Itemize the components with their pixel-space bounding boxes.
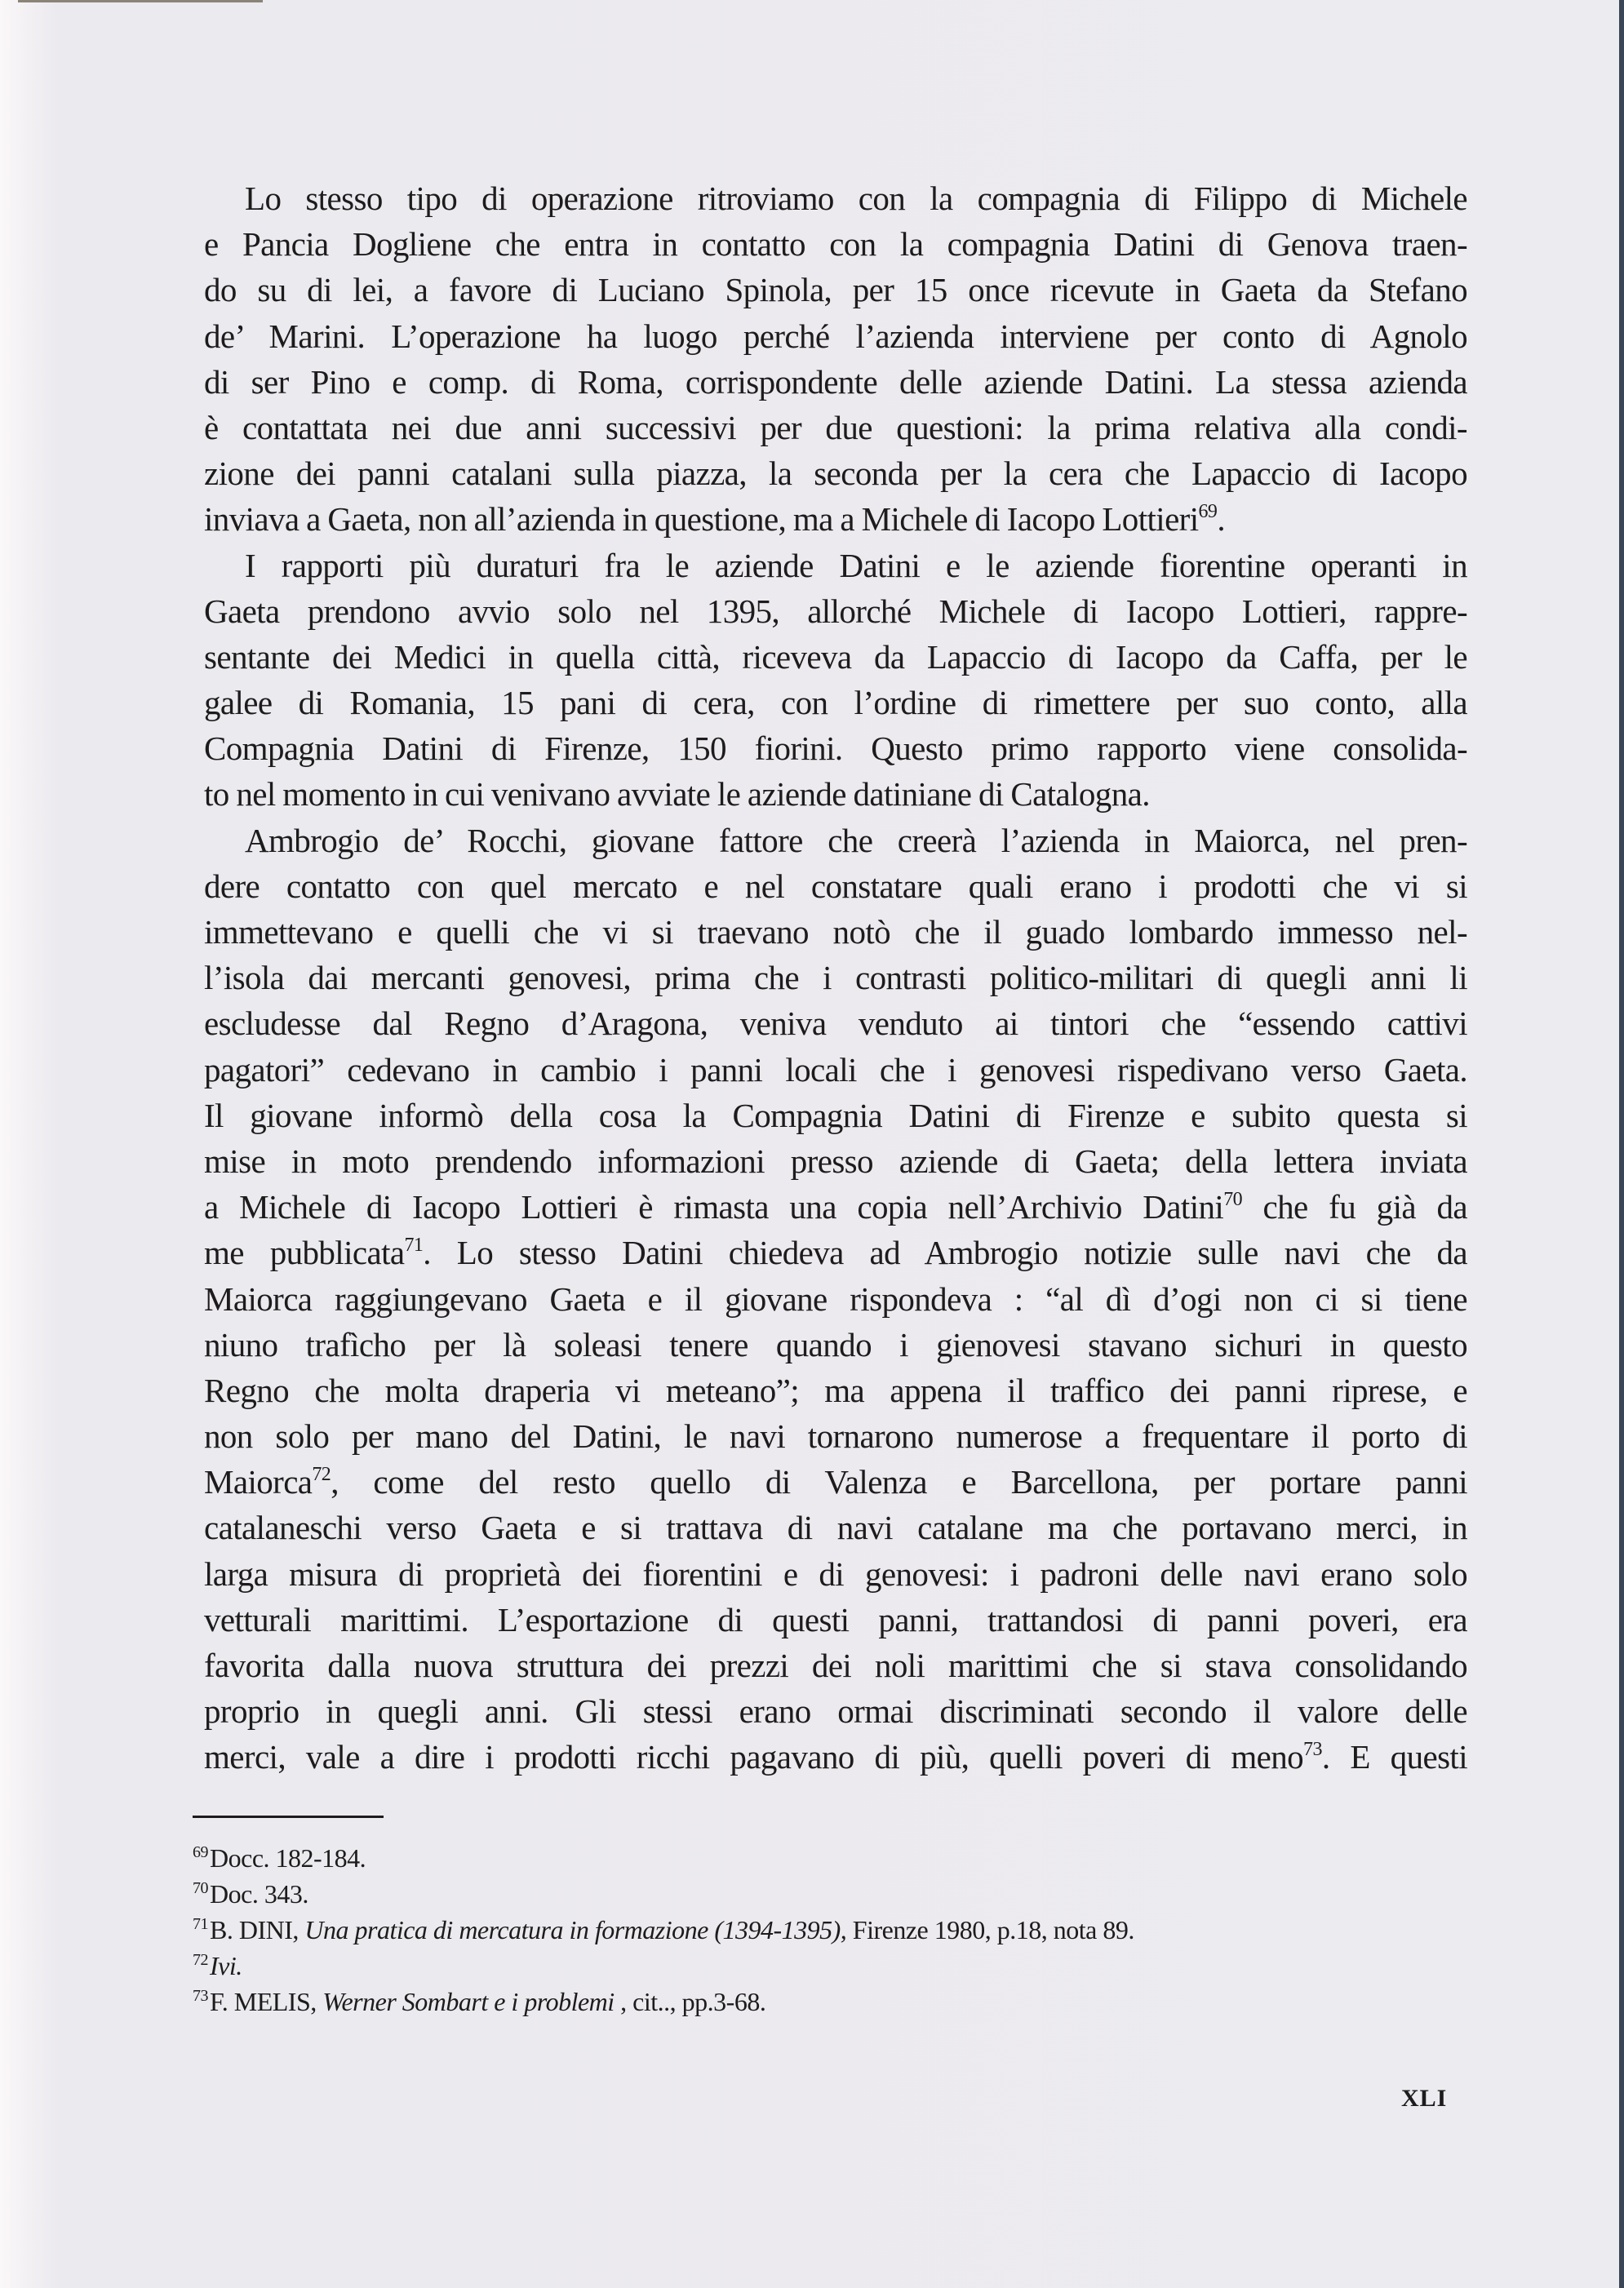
text-line: [204, 1734, 1467, 1780]
text-line: Maiorca raggiungevano Gaeta e il giovane rispondeva : “al dì d’ogi non ci si tiene: [204, 1279, 1467, 1318]
text-line: Regno che molta draperia vi meteano”; ma appena il traffico dei panni riprese, e: [204, 1371, 1467, 1409]
text-line: mise in moto prendendo informazioni presso aziende di Gaeta; della lettera inviata: [204, 1142, 1467, 1180]
text-line: favorita dalla nuova struttura dei prezzi dei noli marittimi che si stava consolidando: [204, 1647, 1467, 1684]
text-line: [204, 496, 1467, 542]
text-fragment: , come del resto quello di Valenza e Barcellona, per portare panni: [331, 1463, 1467, 1501]
text-fragment: inviava a Gaeta, non all’azienda in questione, ma a Michele di Iacopo Lottieri: [204, 500, 1199, 539]
footnote-70: [193, 1876, 1335, 1912]
footnote-ref-72[interactable]: 72: [312, 1464, 331, 1486]
text-line: [204, 1184, 1467, 1230]
footnote-title: Una pratica di mercatura in formazione (1394-1395),: [304, 1915, 847, 1944]
text-line: galee di Romania, 15 pani di cera, con l’ordine di rimettere per suo conto, alla: [204, 684, 1467, 722]
footnote-73: [193, 1984, 1335, 2020]
text-fragment: . Lo stesso Datini chiedeva ad Ambrogio notizie sulle navi che da: [423, 1234, 1467, 1272]
text-line: larga misura di proprietà dei fiorentini e di genovesi: i padroni delle navi erano solo: [204, 1554, 1467, 1593]
footnote-separator: [193, 1816, 384, 1818]
footnote-number: 72: [193, 1951, 208, 1969]
text-fragment: . E questi: [1321, 1738, 1468, 1776]
page-number: XLI: [1401, 2085, 1448, 2112]
text-fragment: .: [1217, 500, 1225, 539]
footnote-ref-69[interactable]: 69: [1198, 501, 1218, 523]
text-fragment: che fu già da: [1242, 1188, 1468, 1226]
footnote-71: [193, 1912, 1335, 1948]
scan-edge-artifact: [18, 0, 263, 2]
footnote-citation: , cit.., pp.3-68.: [614, 1987, 766, 2016]
footnote-ref-73[interactable]: 73: [1303, 1739, 1322, 1761]
footnote-title: Ivi.: [210, 1951, 242, 1980]
text-line: proprio in quegli anni. Gli stessi erano ormai discriminati secondo il valore delle: [204, 1692, 1467, 1731]
footnote-text: Docc. 182-184.: [210, 1843, 366, 1873]
footnote-author: F. MELIS,: [210, 1987, 323, 2016]
text-line: l’isola dai mercanti genovesi, prima che i contrasti politico-militari di quegli anni li: [204, 959, 1467, 997]
text-line: pagatori” cedevano in cambio i panni locali che i genovesi rispedivano verso Gaeta.: [204, 1050, 1467, 1089]
text-line: niuno trafìcho per là soleasi tenere quando i gienovesi stavano sichuri in questo: [204, 1325, 1467, 1363]
scan-right-border: [1619, 0, 1624, 2288]
footnote-number: 70: [193, 1879, 208, 1897]
text-line: è contattata nei due anni successivi per due questioni: la prima relativa alla condi-: [204, 408, 1467, 446]
text-line: catalaneschi verso Gaeta e si trattava di navi catalane ma che portavano merci, in: [204, 1509, 1467, 1547]
text-fragment: a Michele di Iacopo Lottieri è rimasta una copia nell’Archivio Datini: [204, 1188, 1224, 1226]
text-fragment: Maiorca: [204, 1463, 313, 1501]
text-line: sentante dei Medici in quella città, riceveva da Lapaccio di Iacopo da Caffa, per le: [204, 637, 1467, 676]
footnote-title: Werner Sombart e i problemi: [322, 1987, 615, 2016]
text-line: de’ Marini. L’operazione ha luogo perché l’azienda interviene per conto di Agnolo: [204, 317, 1467, 355]
footnote-69: [193, 1840, 1335, 1876]
text-line: e Pancia Dogliene che entra in contatto con la compagnia Datini di Genova traen-: [204, 225, 1467, 264]
text-line: di ser Pino e comp. di Roma, corrispondente delle aziende Datini. La stessa azienda: [204, 362, 1467, 401]
text-line: Il giovane informò della cosa la Compagnia Datini di Firenze e subito questa si: [204, 1096, 1467, 1134]
text-line: dere contatto con quel mercato e nel constatare quali erano i prodotti che vi si: [204, 867, 1467, 905]
footnote-citation: Firenze 1980, p.18, nota 89.: [846, 1915, 1134, 1944]
footnote-number: 71: [193, 1915, 208, 1933]
body-text: [204, 175, 1467, 1780]
text-line: zione dei panni catalani sulla piazza, la seconda per la cera che Lapaccio di Iacopo: [204, 454, 1467, 493]
footnote-text: Doc. 343.: [210, 1879, 308, 1909]
text-line: do su di lei, a favore di Luciano Spinola, per 15 once ricevute in Gaeta da Stefano: [204, 271, 1467, 309]
footnote-number: 69: [193, 1843, 208, 1861]
text-line: Gaeta prendono avvio solo nel 1395, allorché Michele di Iacopo Lottieri, rappre-: [204, 592, 1467, 630]
footnotes: [193, 1840, 1335, 2020]
text-line: [204, 1459, 1467, 1505]
text-line: I rapporti più duraturi fra le aziende Datini e le aziende fiorentine operanti in: [245, 546, 1467, 584]
footnote-number: 73: [193, 1987, 208, 2005]
text-line: [204, 1230, 1467, 1275]
footnote-ref-71[interactable]: 71: [404, 1235, 424, 1257]
text-line: vetturali marittimi. L’esportazione di questi panni, trattandosi di panni poveri, era: [204, 1600, 1467, 1638]
footnote-72: [193, 1948, 1335, 1984]
text-fragment: me pubblicata: [204, 1234, 405, 1272]
text-line: non solo per mano del Datini, le navi tornarono numerose a frequentare il porto di: [204, 1417, 1467, 1456]
text-line: Compagnia Datini di Firenze, 150 fiorini. Questo primo rapporto viene consolida-: [204, 729, 1467, 768]
text-line: to nel momento in cui venivano avviate le aziende datiniane di Catalogna.: [204, 775, 1150, 814]
text-line: Ambrogio de’ Rocchi, giovane fattore che creerà l’azienda in Maiorca, nel pren-: [245, 821, 1467, 859]
text-line: escludesse dal Regno d’Aragona, veniva venduto ai tintori che “essendo cattivi: [204, 1004, 1467, 1043]
text-line: Lo stesso tipo di operazione ritroviamo con la compagnia di Filippo di Michele: [245, 180, 1467, 217]
text-line: immettevano e quelli che vi si traevano notò che il guado lombardo immesso nel-: [204, 913, 1467, 951]
footnote-ref-70[interactable]: 70: [1223, 1189, 1242, 1211]
text-fragment: merci, vale a dire i prodotti ricchi pagavano di più, quelli poveri di meno: [204, 1738, 1304, 1776]
footnote-author: B. DINI,: [210, 1915, 305, 1944]
